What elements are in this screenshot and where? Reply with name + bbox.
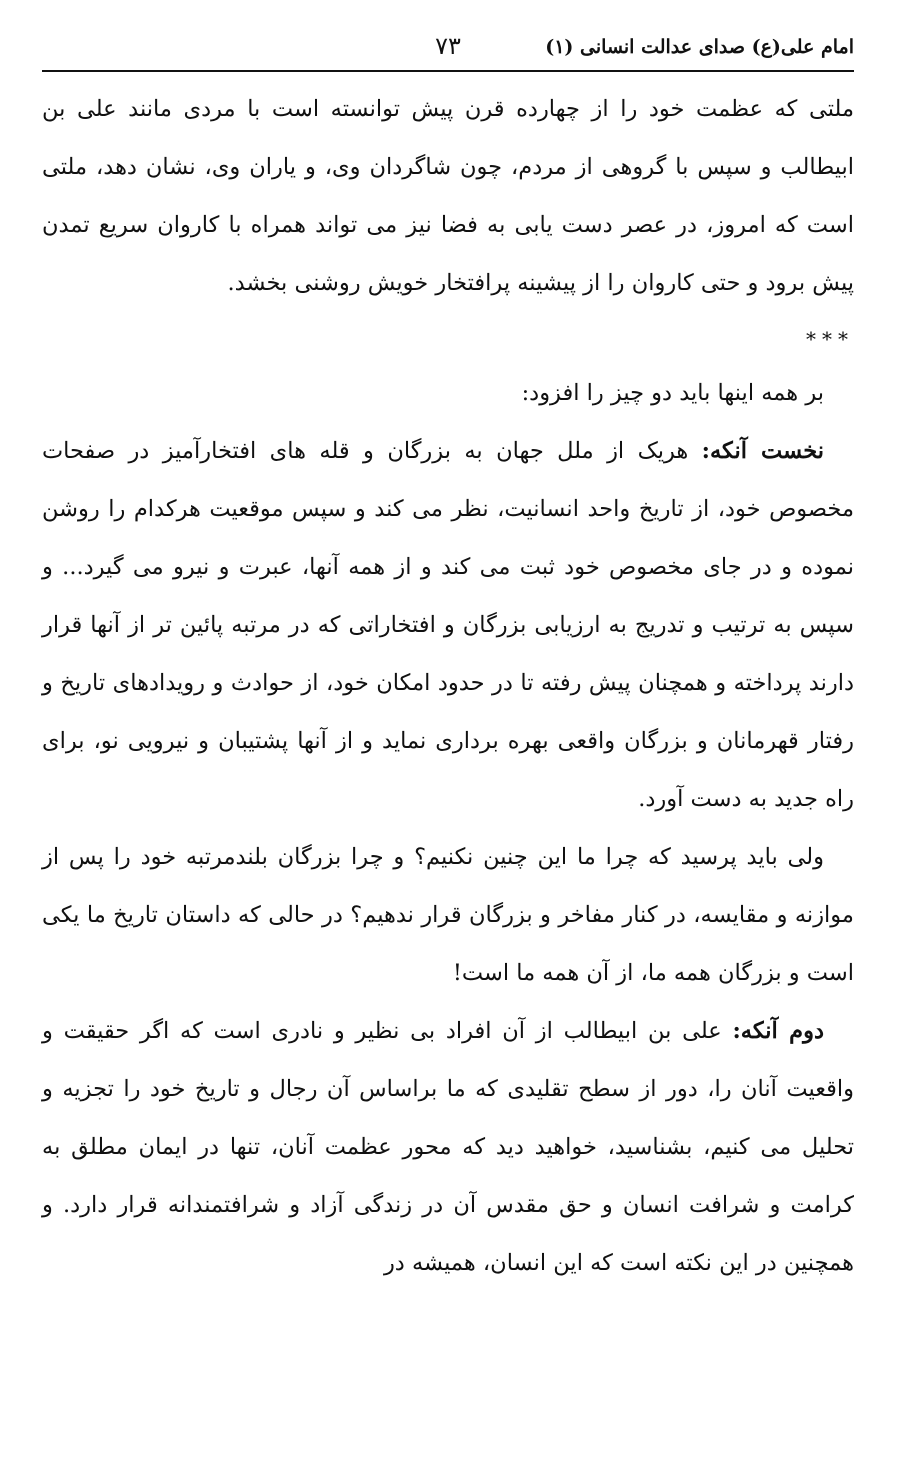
paragraph-1: ملتی که عظمت خود را از چهارده قرن پیش توانسته است با مردی مانند علی بن ابیطالب و سپس با گروهی از مردم، چون شاگردان وی، و یاران وی، نشان دهد، ملتی است که امروز، در عصر دست یابی به فضا نیز می تواند همراه با کاروان سریع تمدن پیش برود و حتی کاروان را از پیشینه پرافتخار خویش روشنی بخشد. bbox=[42, 96, 854, 296]
paragraph-3 bbox=[42, 422, 854, 828]
paragraph-4: ولی باید پرسید که چرا ما این چنین نکنیم؟ و چرا بزرگان بلندمرتبه خود را پس از موازنه و مقایسه، در کنار مفاخر و بزرگان قرار ندهیم؟ در حالی که داستان تاریخ ما یکی است و بزرگان همه ما، از آن همه ما است! bbox=[42, 844, 854, 986]
paragraph-5 bbox=[42, 1002, 854, 1292]
paragraph-5-lead: دوم آنکه: bbox=[732, 1018, 824, 1044]
paragraph-5-text: علی بن ابیطالب از آن افراد بی نظیر و نادری است که اگر حقیقت و واقعیت آنان را، دور از سطح تقلیدی که ما براساس آن رجال و تاریخ خود را تجزیه و تحلیل می کنیم، بشناسید، خواهید دید که محور عظمت آنان، تنها در ایمان مطلق به کرامت و شرافت انسان و حق مقدس آن در زندگی آزاد و شرافتمندانه قرار دارد. و همچنین در این نکته است که این انسان، همیشه در bbox=[42, 1018, 854, 1276]
paragraph-3-lead: نخست آنکه: bbox=[701, 438, 824, 464]
page-body bbox=[42, 80, 854, 1292]
paragraph-3-text: هریک از ملل جهان به بزرگان و قله های افتخارآمیز در صفحات مخصوص خود، از تاریخ واحد انسانیت، نظر می کند و سپس موقعیت هرکدام را روشن نموده و در جای مخصوص خود ثبت می کند و از همه آنها، عبرت و نیرو می گیرد... و سپس به ترتیب و تدریج به ارزیابی بزرگان و افتخاراتی که در مرتبه پائین تر از آنها قرار دارند پرداخته و همچنان پیش رفته تا در حدود امکان خود، از حوادث و رویدادهای تاریخ و رفتار قهرمانان و بزرگان واقعی بهره برداری نماید و از آنها پشتیبان و نیرویی نو، برای راه جدید به دست آورد. bbox=[42, 438, 854, 812]
running-title: امام علی(ع) صدای عدالت انسانی (۱) bbox=[545, 36, 854, 58]
page-number: ۷۳ bbox=[435, 32, 461, 60]
page-header bbox=[42, 30, 854, 72]
section-separator: *** bbox=[806, 327, 854, 351]
paragraph-2: بر همه اینها باید دو چیز را افزود: bbox=[521, 380, 824, 406]
book-page bbox=[42, 30, 854, 1292]
